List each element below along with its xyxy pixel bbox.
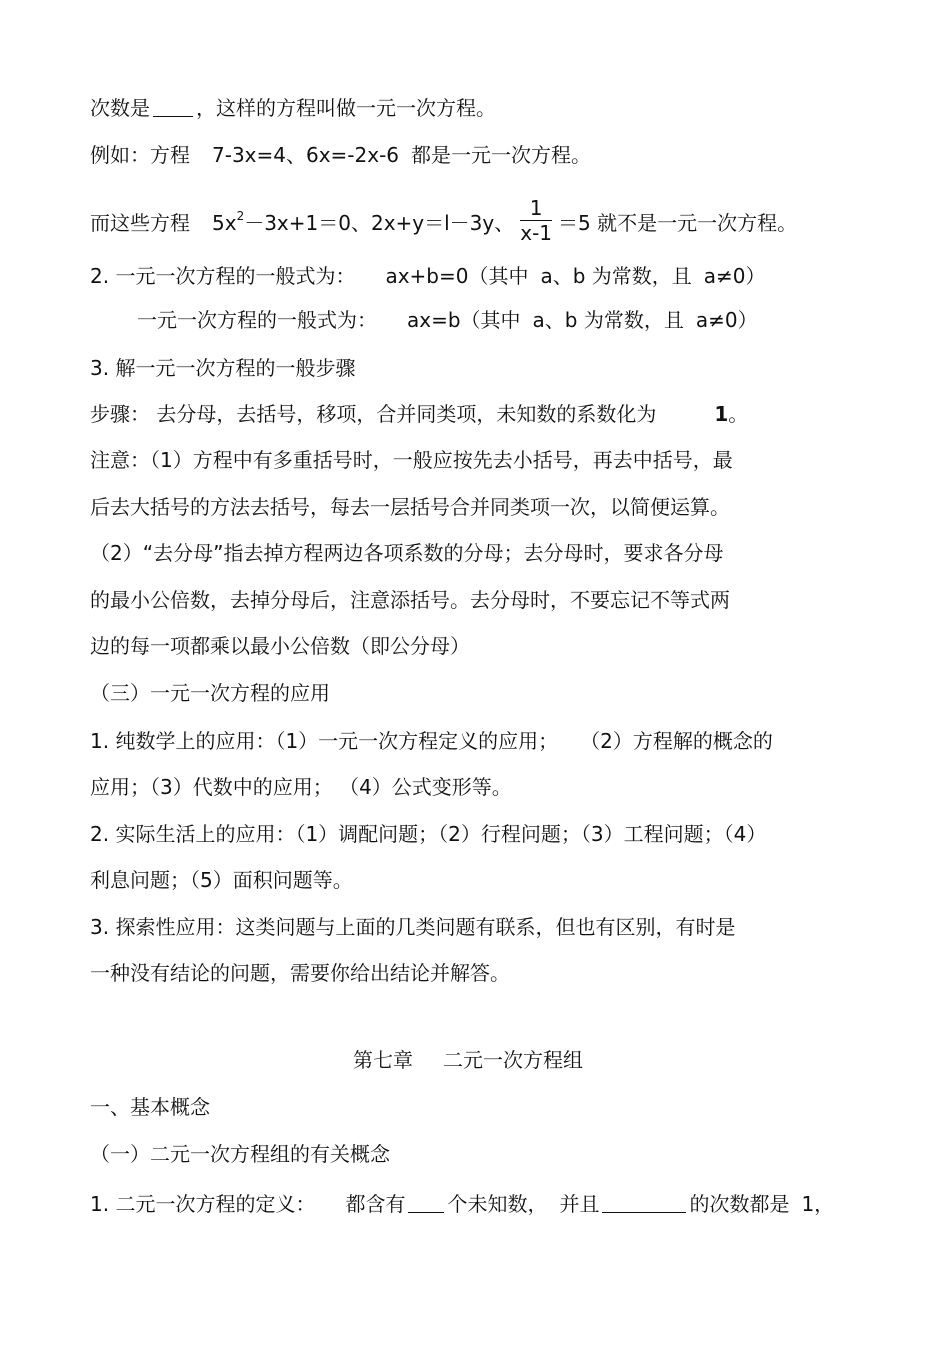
text-line: 3. 解一元一次方程的一般步骤 (90, 356, 356, 380)
fill-blank (408, 1192, 444, 1213)
text-line: 后去大括号的方法去括号，每去一层括号合并同类项一次，以简便运算。 (90, 495, 730, 519)
text-line: 2. 一元一次方程的一般式为： ax+b=0（其中 a、b 为常数，且 a≠0） (90, 264, 766, 288)
text-line: 次数是 ，这样的方程叫做一元一次方程。 (90, 96, 496, 120)
text-line: 1. 纯数学上的应用：（1）一元一次方程定义的应用； （2）方程解的概念的 (90, 729, 773, 753)
fill-blank (153, 96, 193, 117)
text-line: 而这些方程 $5x^2-3x+1=0$、2x+y＝l－3y、 $\frac{1}{x-1}$ ＝5 就不是一元一次方程。 (90, 196, 798, 245)
text-line: 的最小公倍数，去掉分母后，注意添括号。去分母时，不要忘记不等式两 (90, 588, 730, 612)
text-line: 利息问题；（5）面积问题等。 (90, 868, 353, 892)
section-heading: （三）一元一次方程的应用 (90, 681, 330, 705)
section-heading: 一、基本概念 (90, 1095, 210, 1119)
fraction: $\frac{1}{x-1}$ (520, 196, 553, 245)
text-line: 3. 探索性应用：这类问题与上面的几类问题有联系，但也有区别，有时是 (90, 915, 736, 939)
text-line: 2. 实际生活上的应用：（1）调配问题；（2）行程问题；（3）工程问题；（4） (90, 822, 767, 846)
section-heading: （一）二元一次方程组的有关概念 (90, 1142, 390, 1166)
text-line: 边的每一项都乘以最小公倍数（即公分母） (90, 634, 470, 658)
text-line: 例如：方程 7-3x=4、6x=-2x-6 都是一元一次方程。 (90, 143, 592, 167)
chapter-title: 第七章 二元一次方程组 (353, 1048, 583, 1072)
text-line: 一元一次方程的一般式为： ax=b（其中 a、b 为常数，且 a≠0） (137, 308, 758, 332)
text-line: 1. 二元一次方程的定义： 都含有 个未知数， 并且 的次数都是 1， (90, 1192, 835, 1216)
text-line: 应用；（3）代数中的应用； （4）公式变形等。 (90, 775, 512, 799)
fill-blank (602, 1192, 686, 1213)
text-line: 一种没有结论的问题，需要你给出结论并解答。 (90, 961, 510, 985)
text-line: 注意：（1）方程中有多重括号时，一般应按先去小括号，再去中括号，最 (90, 448, 733, 472)
exponent: 2 (236, 209, 245, 224)
text-line: （2）“去分母”指去掉方程两边各项系数的分母；去分母时，要求各分母 (90, 541, 724, 565)
text-line: 步骤： 去分母，去括号，移项，合并同类项，未知数的系数化为 1。 (90, 402, 749, 426)
